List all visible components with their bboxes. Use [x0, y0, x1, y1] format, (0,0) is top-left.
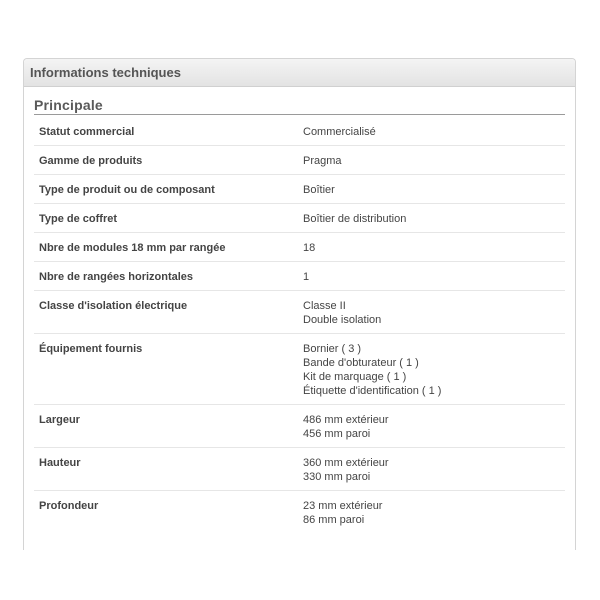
- spec-value-line: 1: [303, 271, 310, 283]
- spec-label: Hauteur: [39, 457, 81, 469]
- spec-row: [34, 204, 565, 233]
- spec-value: [299, 299, 565, 333]
- spec-row: [34, 233, 565, 262]
- spec-value: [299, 456, 565, 490]
- spec-label: Classe d'isolation électrique: [39, 300, 188, 312]
- spec-value: [299, 342, 565, 404]
- spec-row: [34, 491, 565, 534]
- section-title: Principale: [34, 97, 103, 113]
- section-divider: [34, 114, 565, 115]
- spec-label: Gamme de produits: [39, 155, 143, 167]
- spec-value-line: Pragma: [303, 155, 342, 167]
- spec-value-line: Étiquette d'identification ( 1 ): [303, 385, 442, 397]
- spec-label: Équipement fournis: [39, 343, 143, 355]
- spec-label: Type de produit ou de composant: [39, 184, 215, 196]
- spec-value-line: Commercialisé: [303, 126, 376, 138]
- spec-value-line: Bornier ( 3 ): [303, 343, 362, 355]
- spec-value-line: 86 mm paroi: [303, 514, 365, 526]
- spec-label: Type de coffret: [39, 213, 118, 225]
- spec-value-line: 330 mm paroi: [303, 471, 371, 483]
- spec-label: Statut commercial: [39, 126, 135, 138]
- spec-value-line: Double isolation: [303, 314, 382, 326]
- spec-value: [299, 154, 565, 174]
- spec-value-line: 360 mm extérieur: [303, 457, 389, 469]
- panel-header[interactable]: [24, 59, 575, 87]
- spec-label: Largeur: [39, 414, 80, 426]
- spec-value: [299, 241, 565, 261]
- spec-value-line: Boîtier de distribution: [303, 213, 407, 225]
- spec-row: [34, 405, 565, 448]
- spec-value-line: 18: [303, 242, 316, 254]
- spec-label: Profondeur: [39, 500, 99, 512]
- spec-label: Nbre de modules 18 mm par rangée: [39, 242, 226, 254]
- spec-value-line: Classe II: [303, 300, 346, 312]
- spec-value: [299, 125, 565, 145]
- spec-value-line: 23 mm extérieur: [303, 500, 383, 512]
- spec-value: [299, 413, 565, 447]
- spec-row: [34, 448, 565, 491]
- spec-label: Nbre de rangées horizontales: [39, 271, 194, 283]
- spec-value-line: Bande d'obturateur ( 1 ): [303, 357, 419, 369]
- spec-value: [299, 183, 565, 203]
- spec-row: [34, 291, 565, 334]
- technical-info-panel: [23, 58, 576, 550]
- spec-value-line: Kit de marquage ( 1 ): [303, 371, 407, 383]
- spec-value: [299, 212, 565, 232]
- spec-value-line: 456 mm paroi: [303, 428, 371, 440]
- spec-table: [34, 117, 565, 534]
- spec-row: [34, 175, 565, 204]
- spec-value-line: 486 mm extérieur: [303, 414, 389, 426]
- spec-row: [34, 146, 565, 175]
- spec-row: [34, 117, 565, 146]
- spec-value: [299, 270, 565, 290]
- panel-title: Informations techniques: [30, 65, 181, 80]
- spec-row: [34, 334, 565, 405]
- spec-row: [34, 262, 565, 291]
- spec-value: [299, 499, 565, 534]
- spec-value-line: Boîtier: [303, 184, 335, 196]
